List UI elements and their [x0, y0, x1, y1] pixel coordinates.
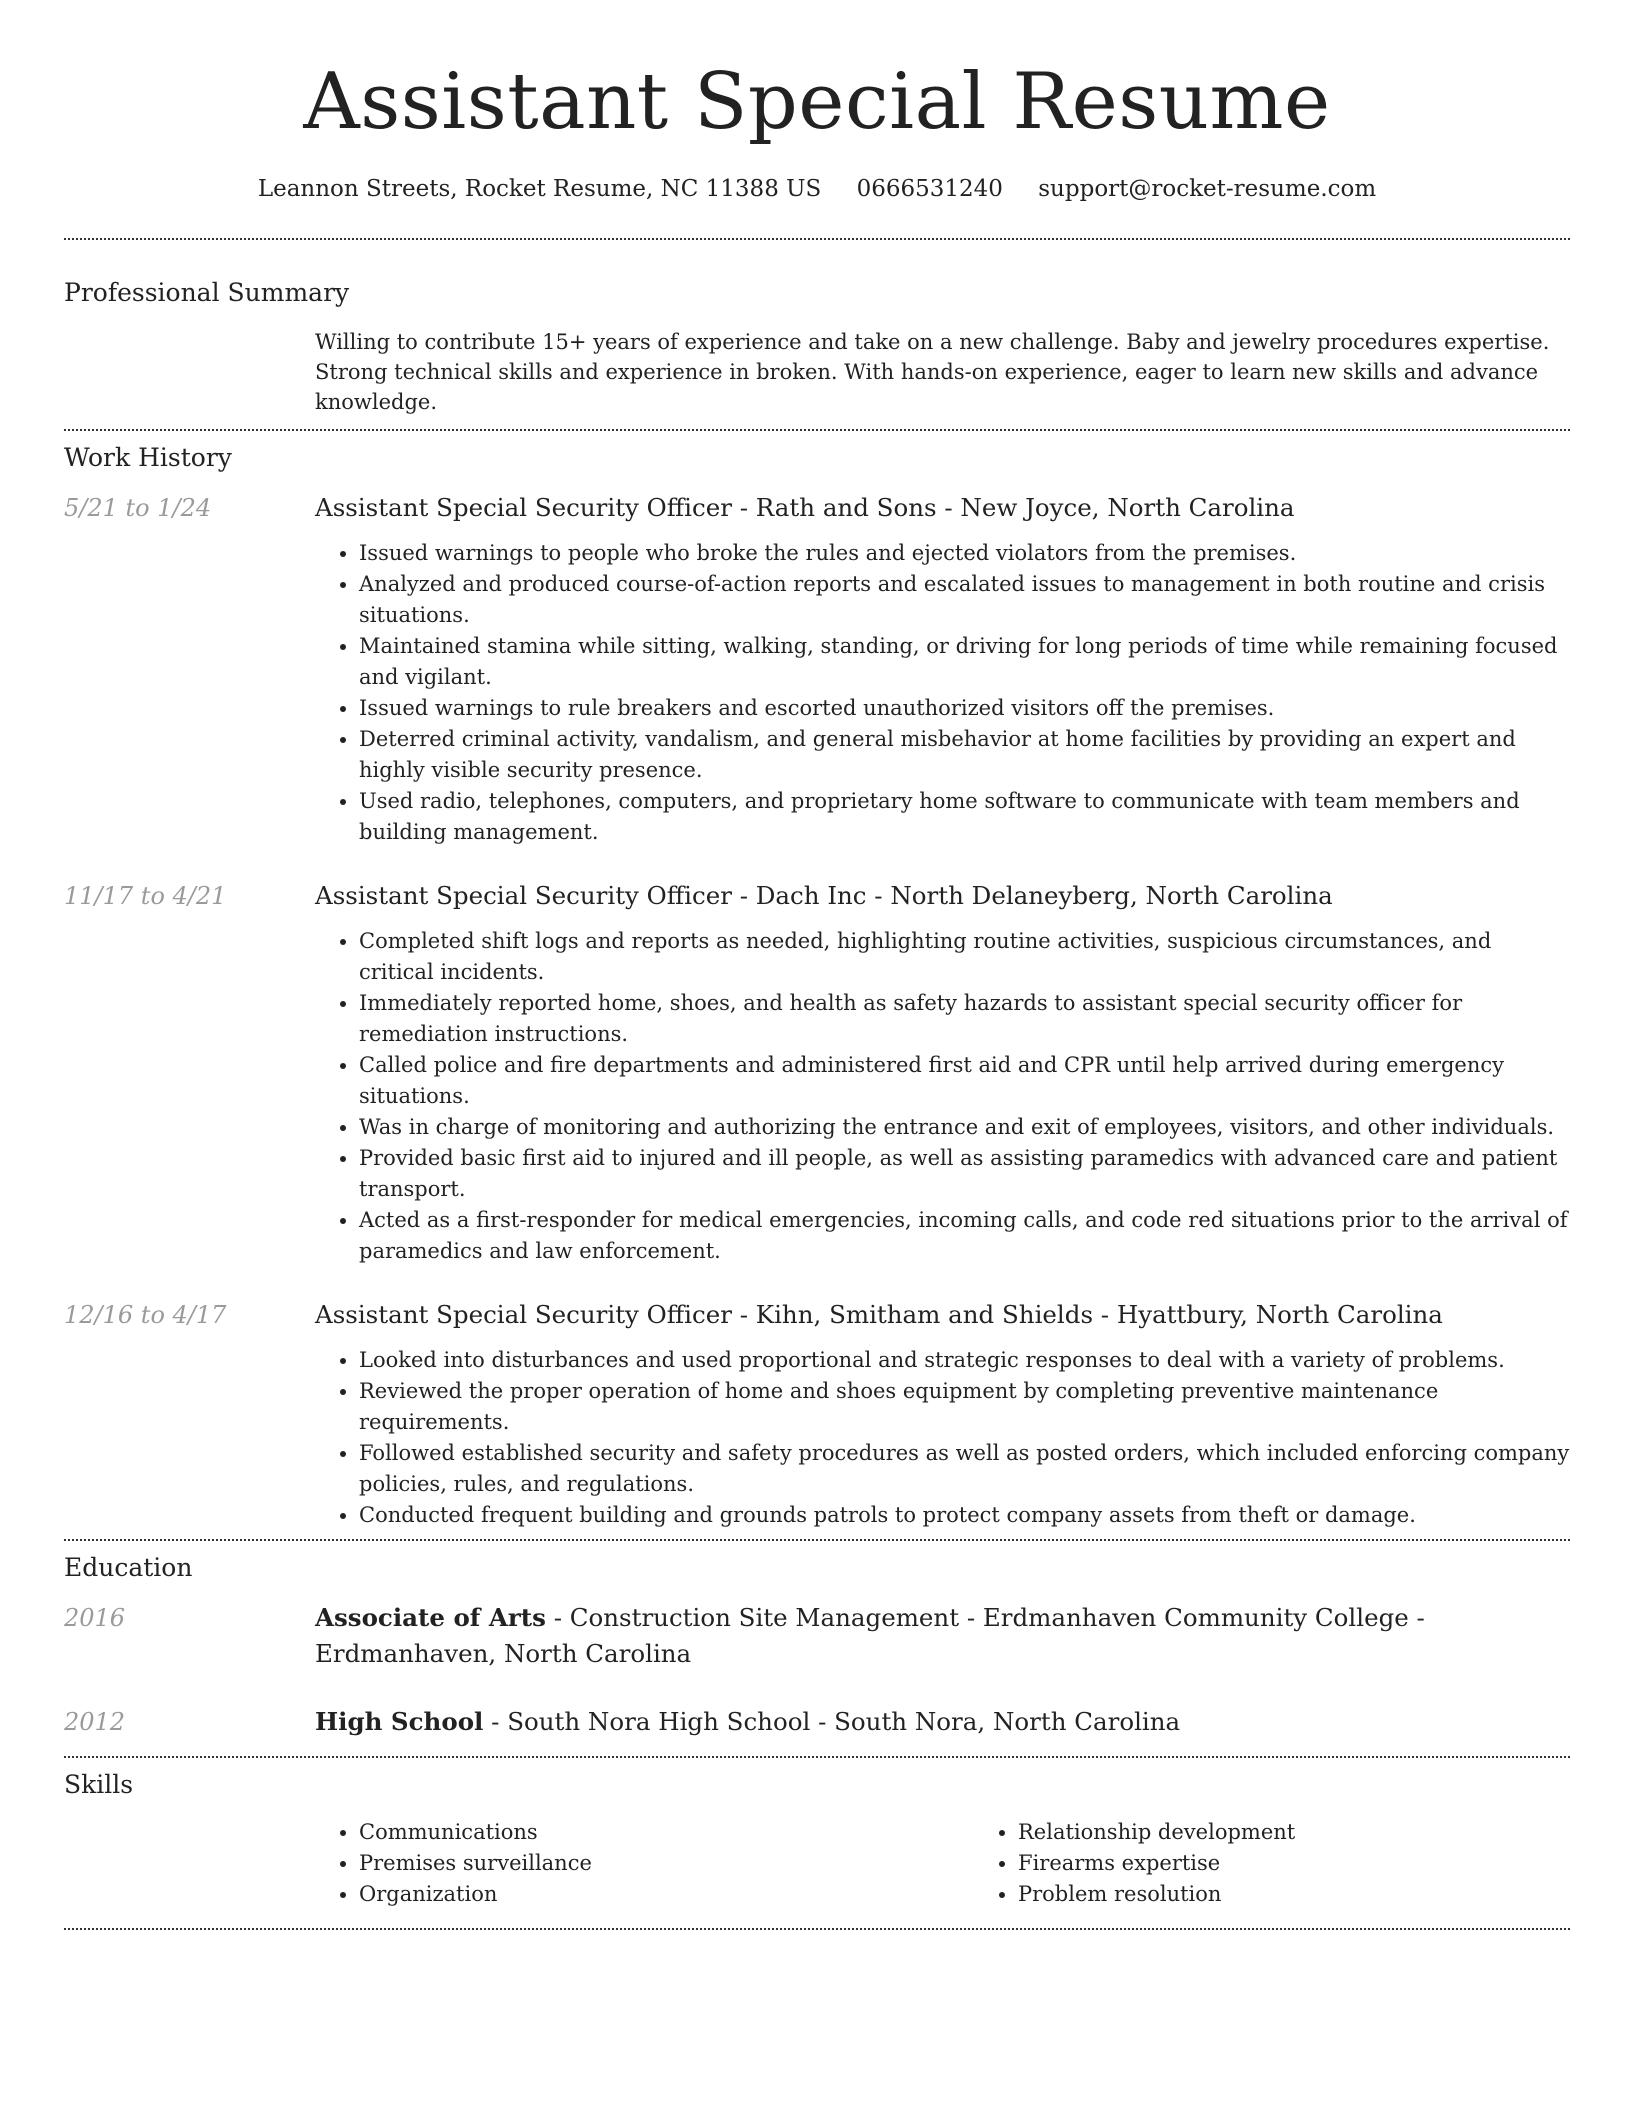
list-item: • Conducted frequent building and grounds patrols to protect company assets from theft or damage. — [359, 1500, 1570, 1531]
list-item: • Deterred criminal activity, vandalism, and general misbehavior at home facilities by providing an expert and highly visible security presence. — [359, 724, 1570, 786]
education-degree: High School — [315, 1707, 484, 1736]
skill-item: • Organization — [359, 1879, 974, 1910]
skills-block — [64, 1817, 1570, 1910]
skill-item: • Relationship development — [1018, 1817, 1632, 1848]
education-entry — [64, 1704, 1570, 1740]
list-item: • Issued warnings to rule breakers and escorted unauthorized visitors off the premises. — [359, 693, 1570, 724]
education-entry — [64, 1600, 1570, 1672]
job-bullets — [315, 926, 1570, 1267]
list-item: • Immediately reported home, shoes, and health as safety hazards to assistant special security officer for remediation instructions. — [359, 988, 1570, 1050]
skill-item: • Firearms expertise — [1018, 1848, 1632, 1879]
list-item: • Maintained stamina while sitting, walking, standing, or driving for long periods of time while remaining focused and vigilant. — [359, 631, 1570, 693]
job-employer: - Dach Inc - North Delaneyberg, North Carolina — [731, 881, 1333, 910]
contact-line — [64, 176, 1570, 202]
list-item: • Issued warnings to people who broke the rules and ejected violators from the premises. — [359, 538, 1570, 569]
contact-phone: 0666531240 — [856, 176, 1003, 202]
list-item: • Looked into disturbances and used proportional and strategic responses to deal with a variety of problems. — [359, 1345, 1570, 1376]
list-item: • Used radio, telephones, computers, and proprietary home software to communicate with team members and building management. — [359, 786, 1570, 848]
list-item: • Provided basic first aid to injured and ill people, as well as assisting paramedics with advanced care and patient transport. — [359, 1143, 1570, 1205]
education-details: - Construction Site Management - Erdmanhaven Community College - Erdmanhaven, North Carolina — [315, 1603, 1425, 1668]
list-item: • Reviewed the proper operation of home and shoes equipment by completing preventive maintenance requirements. — [359, 1376, 1570, 1438]
list-item: • Was in charge of monitoring and authorizing the entrance and exit of employees, visitors, and other individuals. — [359, 1112, 1570, 1143]
skill-item: • Problem resolution — [1018, 1879, 1632, 1910]
list-item: • Completed shift logs and reports as needed, highlighting routine activities, suspicious circumstances, and critical incidents. — [359, 926, 1570, 988]
education-degree: Associate of Arts — [315, 1603, 546, 1632]
section-heading-summary: Professional Summary — [64, 278, 350, 307]
skill-item: • Communications — [359, 1817, 974, 1848]
education-year: 2016 — [64, 1604, 126, 1632]
divider — [64, 1539, 1570, 1541]
job-dates: 12/16 to 4/17 — [64, 1301, 227, 1329]
job-entry — [64, 490, 1570, 848]
section-heading-skills: Skills — [64, 1770, 134, 1799]
contact-email: support@rocket-resume.com — [1038, 176, 1377, 202]
divider — [64, 429, 1570, 431]
job-employer: - Kihn, Smitham and Shields - Hyattbury, North Carolina — [731, 1300, 1443, 1329]
job-heading — [315, 490, 1570, 526]
skills-list-left — [315, 1817, 974, 1910]
resume-page — [64, 0, 1570, 1930]
job-entry — [64, 878, 1570, 1267]
job-dates: 5/21 to 1/24 — [64, 494, 212, 522]
job-title: Assistant Special Security Officer — [315, 881, 732, 910]
section-heading-work: Work History — [64, 443, 232, 472]
divider — [64, 1928, 1570, 1930]
list-item: • Called police and fire departments and administered first aid and CPR until help arrived during emergency situations. — [359, 1050, 1570, 1112]
divider — [64, 1756, 1570, 1758]
skill-item: • Premises surveillance — [359, 1848, 974, 1879]
education-year: 2012 — [64, 1708, 126, 1736]
section-heading-education: Education — [64, 1553, 193, 1582]
education-details: - South Nora High School - South Nora, North Carolina — [483, 1707, 1181, 1736]
job-employer: - Rath and Sons - New Joyce, North Carolina — [731, 493, 1295, 522]
list-item: • Acted as a first-responder for medical emergencies, incoming calls, and code red situations prior to the arrival of paramedics and law enforcement. — [359, 1205, 1570, 1267]
job-bullets — [315, 1345, 1570, 1531]
skills-list-right — [974, 1817, 1632, 1910]
job-entry — [64, 1297, 1570, 1531]
list-item: • Followed established security and safety procedures as well as posted orders, which included enforcing company policies, rules, and regulations. — [359, 1438, 1570, 1500]
summary-text: Willing to contribute 15+ years of experience and take on a new challenge. Baby and jewelry procedures expertise. Strong technical skills and experience in broken. With hands-on experience, eager to learn new skills and advance knowledge. — [315, 330, 1550, 414]
job-heading — [315, 878, 1570, 914]
contact-address: Leannon Streets, Rocket Resume, NC 11388 US — [257, 176, 822, 202]
list-item: • Analyzed and produced course-of-action reports and escalated issues to management in both routine and crisis situations. — [359, 569, 1570, 631]
divider — [64, 238, 1570, 240]
job-heading — [315, 1297, 1570, 1333]
job-title: Assistant Special Security Officer — [315, 493, 732, 522]
job-dates: 11/17 to 4/21 — [64, 882, 227, 910]
resume-title: Assistant Special Resume — [303, 57, 1331, 147]
job-bullets — [315, 538, 1570, 848]
job-title: Assistant Special Security Officer — [315, 1300, 732, 1329]
